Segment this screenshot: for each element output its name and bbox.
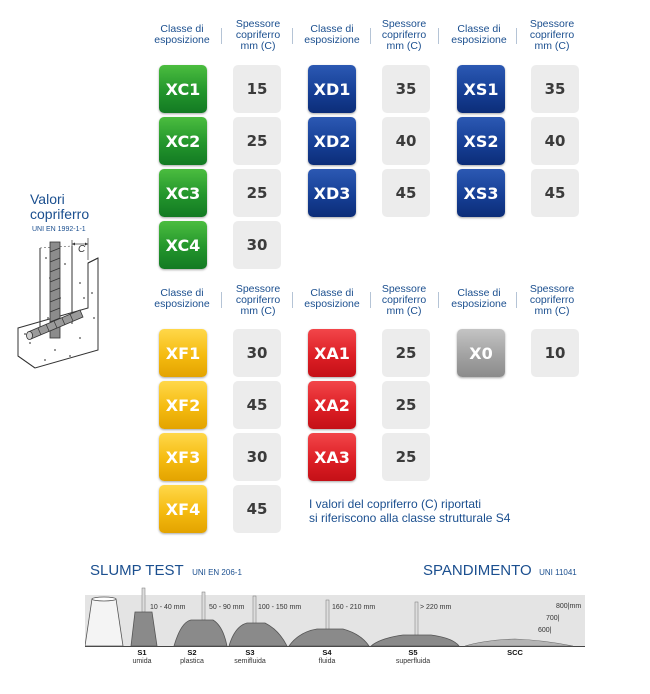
class-badge-xc1: XC1 bbox=[159, 65, 207, 113]
cover-value-xf3: 30 bbox=[233, 433, 281, 481]
slump-range-s5: > 220 mm bbox=[420, 604, 452, 611]
cover-value-xd1: 35 bbox=[382, 65, 430, 113]
header-divider bbox=[370, 292, 371, 308]
class-badge-xs3: XS3 bbox=[457, 169, 505, 217]
cover-value-xs3: 45 bbox=[531, 169, 579, 217]
class-badge-xc2: XC2 bbox=[159, 117, 207, 165]
slump-class-s1: S1 umida bbox=[132, 648, 152, 665]
cover-value-xa3: 25 bbox=[382, 433, 430, 481]
spread-title-text: SPANDIMENTO bbox=[423, 562, 532, 579]
class-badge-xf4: XF4 bbox=[159, 485, 207, 533]
slump-title-text: SLUMP TEST bbox=[90, 562, 184, 579]
spread-mark-700: 700| bbox=[546, 615, 560, 622]
header-divider bbox=[516, 292, 517, 308]
rebar-cover-illustration bbox=[10, 238, 120, 373]
slump-range-s1: 10 - 40 mm bbox=[150, 604, 186, 611]
class-badge-xf2: XF2 bbox=[159, 381, 207, 429]
header-thickness-1: Spessore copriferro mm (C) bbox=[235, 18, 281, 52]
class-badge-xf1: XF1 bbox=[159, 329, 207, 377]
sidebar-title-line1: Valori bbox=[30, 191, 65, 207]
cover-note-line1: I valori del copriferro (C) riportati bbox=[309, 497, 482, 511]
sidebar-title bbox=[30, 192, 89, 222]
class-badge-x0: X0 bbox=[457, 329, 505, 377]
header-class-2: Classe di esposizione bbox=[304, 23, 360, 46]
cover-value-xd3: 45 bbox=[382, 169, 430, 217]
slump-range-s4: 160 - 210 mm bbox=[332, 604, 376, 611]
cover-value-xa2: 25 bbox=[382, 381, 430, 429]
header-divider bbox=[221, 28, 222, 44]
slump-range-s2: 50 - 90 mm bbox=[209, 604, 245, 611]
header-thickness-4: Spessore copriferro mm (C) bbox=[235, 283, 281, 317]
cover-c-label: C bbox=[78, 244, 86, 255]
cover-value-xc4: 30 bbox=[233, 221, 281, 269]
header-divider bbox=[292, 292, 293, 308]
class-badge-xf3: XF3 bbox=[159, 433, 207, 481]
class-badge-xs2: XS2 bbox=[457, 117, 505, 165]
class-badge-xc3: XC3 bbox=[159, 169, 207, 217]
cover-value-x0: 10 bbox=[531, 329, 579, 377]
header-class-5: Classe di esposizione bbox=[304, 287, 360, 310]
slump-standard: UNI EN 206-1 bbox=[192, 568, 242, 577]
cover-value-xf2: 45 bbox=[233, 381, 281, 429]
class-badge-xa1: XA1 bbox=[308, 329, 356, 377]
spread-title bbox=[423, 562, 577, 580]
header-class-4: Classe di esposizione bbox=[154, 287, 210, 310]
class-badge-xa2: XA2 bbox=[308, 381, 356, 429]
header-thickness-3: Spessore copriferro mm (C) bbox=[529, 18, 575, 52]
cover-note bbox=[309, 497, 510, 525]
header-thickness-5: Spessore copriferro mm (C) bbox=[381, 283, 427, 317]
cover-value-xf1: 30 bbox=[233, 329, 281, 377]
slump-class-s3: S3 semifluida bbox=[234, 648, 266, 665]
class-badge-xd1: XD1 bbox=[308, 65, 356, 113]
header-divider bbox=[438, 28, 439, 44]
cover-value-xs2: 40 bbox=[531, 117, 579, 165]
slump-class-scc: SCC bbox=[507, 648, 523, 657]
class-badge-xd3: XD3 bbox=[308, 169, 356, 217]
spread-mark-800: 800|mm bbox=[556, 603, 582, 610]
header-class-3: Classe di esposizione bbox=[451, 23, 507, 46]
class-badge-xc4: XC4 bbox=[159, 221, 207, 269]
header-class-1: Classe di esposizione bbox=[154, 23, 210, 46]
class-badge-xa3: XA3 bbox=[308, 433, 356, 481]
cover-value-xf4: 45 bbox=[233, 485, 281, 533]
cover-value-xs1: 35 bbox=[531, 65, 579, 113]
cover-value-xc3: 25 bbox=[233, 169, 281, 217]
slump-range-s3: 100 - 150 mm bbox=[258, 604, 302, 611]
header-thickness-2: Spessore copriferro mm (C) bbox=[381, 18, 427, 52]
cover-note-line2: si riferiscono alla classe strutturale S4 bbox=[309, 511, 511, 525]
spread-standard: UNI 11041 bbox=[539, 568, 577, 577]
slump-illustration bbox=[85, 586, 585, 648]
slump-class-s2: S2 plastica bbox=[180, 648, 204, 665]
sidebar-title-line2: copriferro bbox=[30, 206, 90, 222]
header-divider bbox=[292, 28, 293, 44]
header-divider bbox=[221, 292, 222, 308]
cover-value-xa1: 25 bbox=[382, 329, 430, 377]
slump-class-s4: S4 fluida bbox=[318, 648, 336, 665]
header-divider bbox=[516, 28, 517, 44]
class-badge-xd2: XD2 bbox=[308, 117, 356, 165]
spread-mark-600: 600| bbox=[538, 627, 552, 634]
slump-class-s5: S5 superfluida bbox=[395, 648, 431, 665]
sidebar-subtitle: UNI EN 1992-1-1 bbox=[32, 226, 86, 233]
cover-value-xd2: 40 bbox=[382, 117, 430, 165]
header-class-6: Classe di esposizione bbox=[451, 287, 507, 310]
slump-title bbox=[90, 562, 242, 580]
class-badge-xs1: XS1 bbox=[457, 65, 505, 113]
cover-value-xc2: 25 bbox=[233, 117, 281, 165]
header-thickness-6: Spessore copriferro mm (C) bbox=[529, 283, 575, 317]
header-divider bbox=[370, 28, 371, 44]
cover-value-xc1: 15 bbox=[233, 65, 281, 113]
header-divider bbox=[438, 292, 439, 308]
